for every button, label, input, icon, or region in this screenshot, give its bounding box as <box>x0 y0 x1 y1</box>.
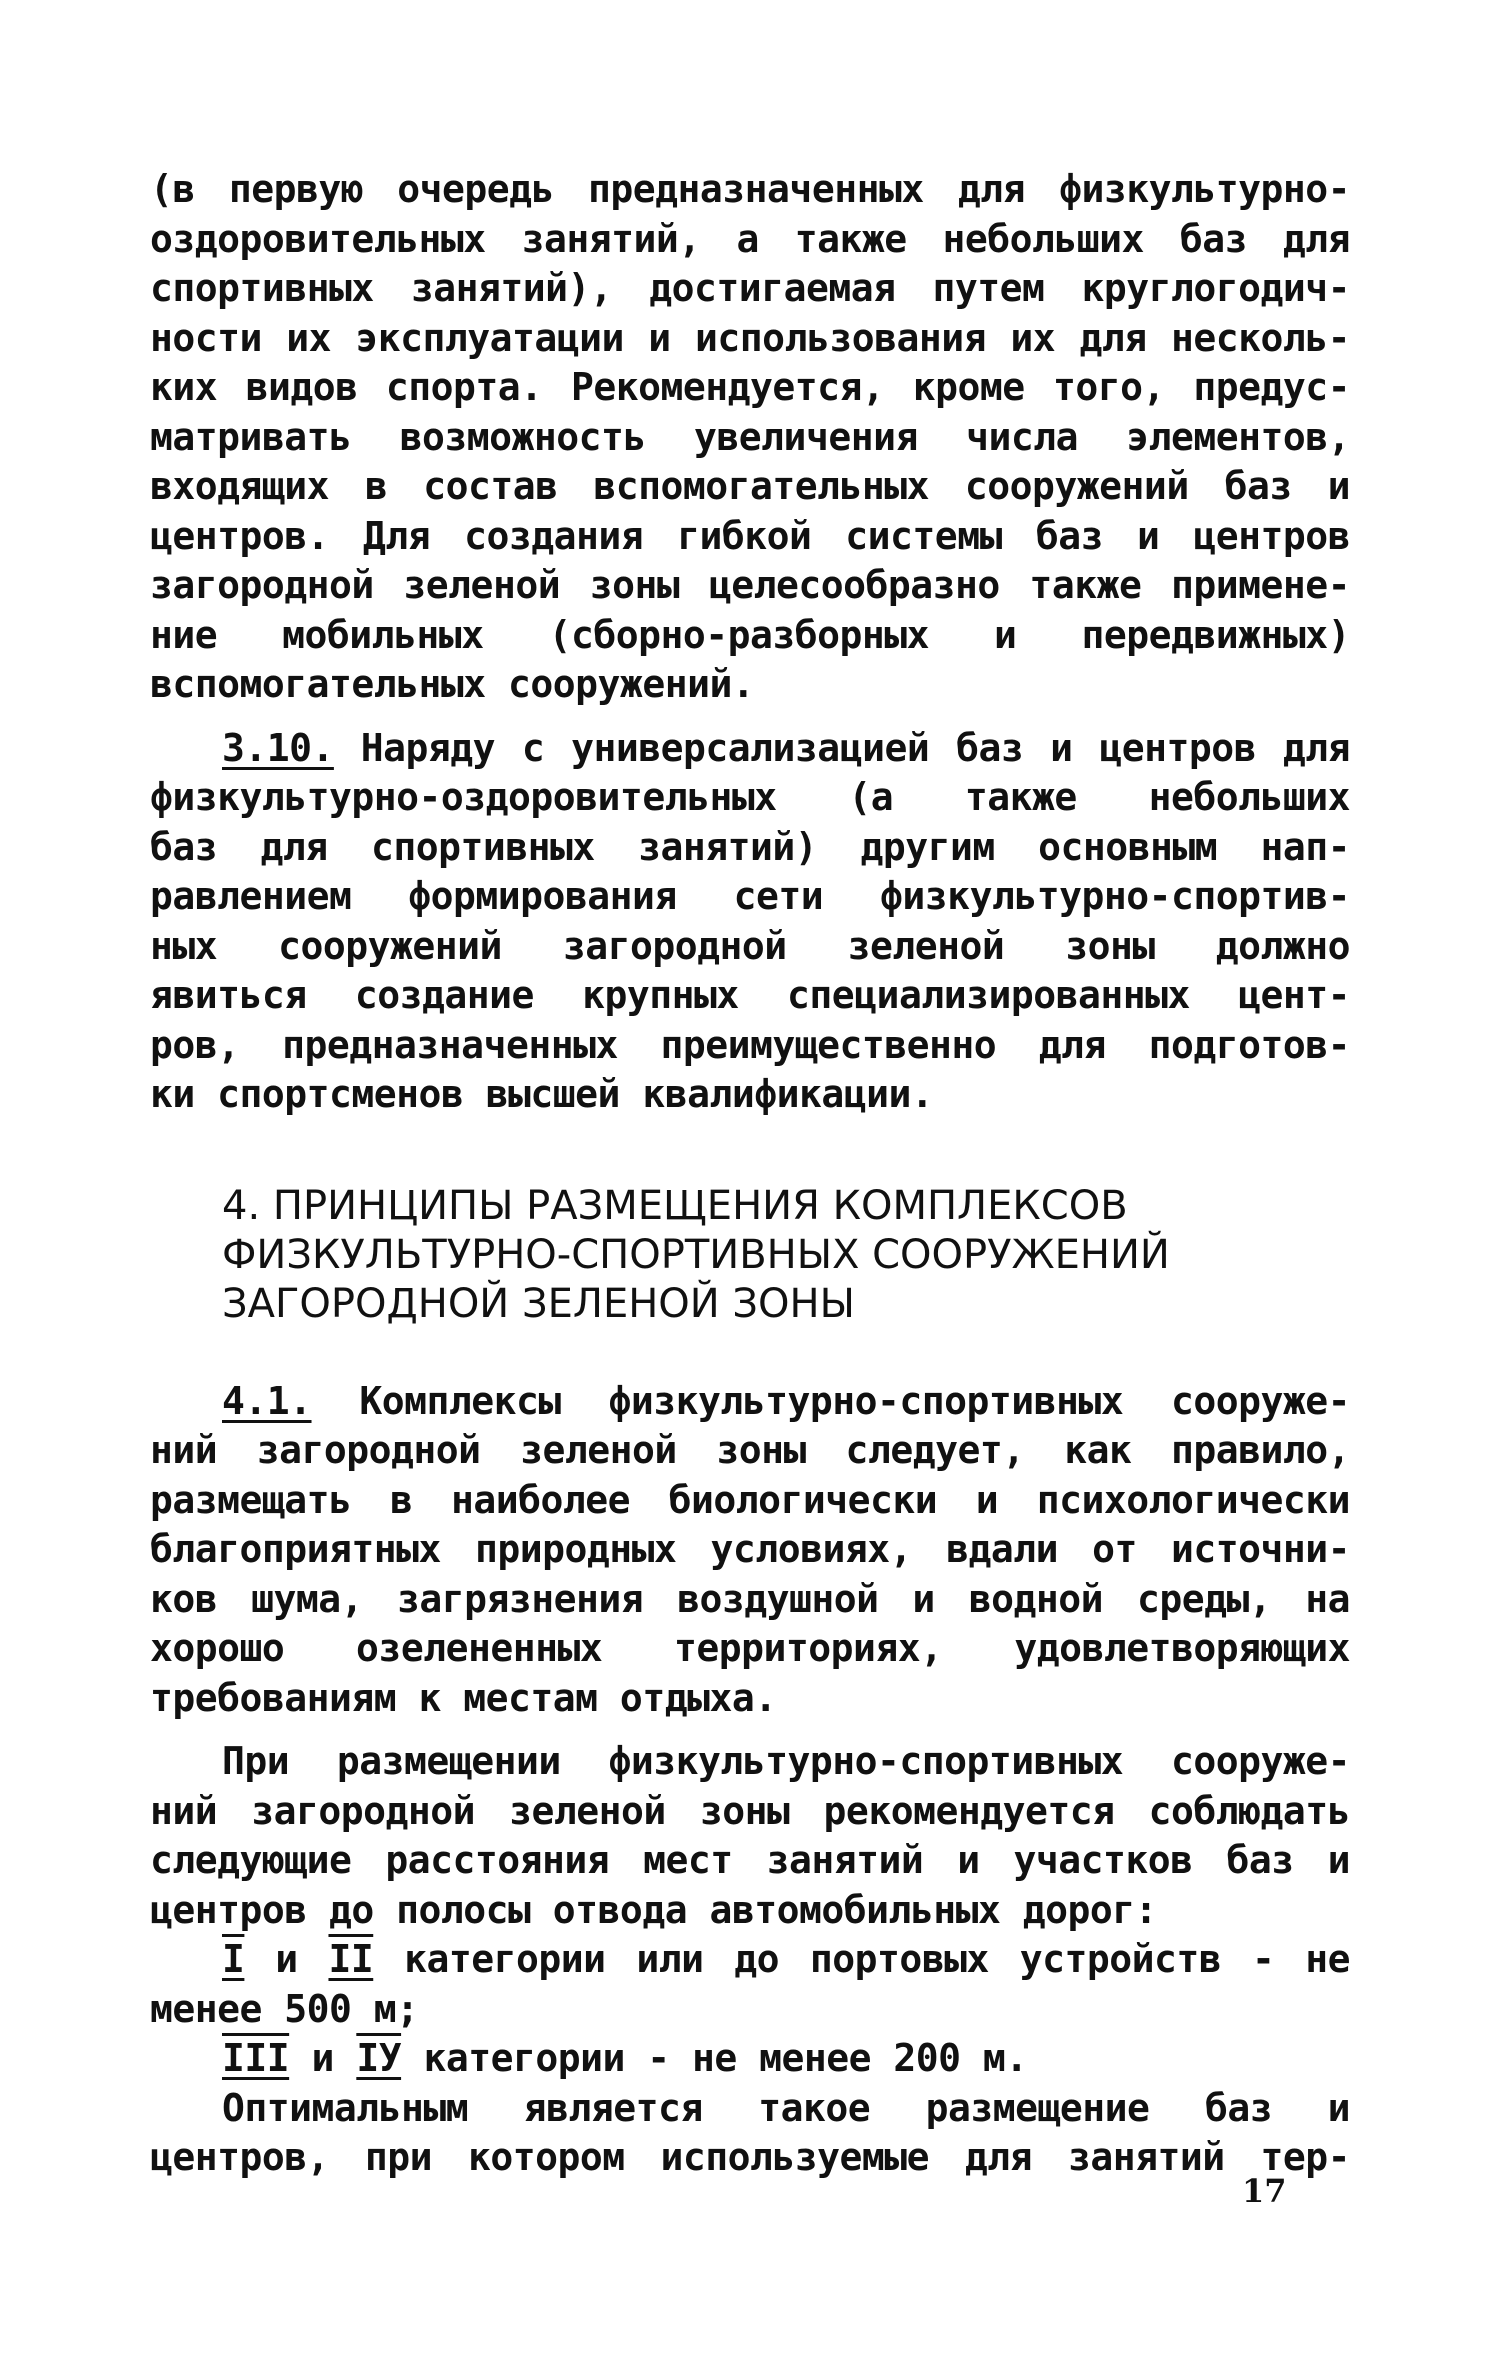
text-line: При размещении физкультурно-спортивных сооруже- <box>222 1739 1350 1783</box>
text-line: (в первую очередь предназначенных для физкультурно- <box>150 167 1350 211</box>
text-line: загородной зеленой зоны целесообразно также примене- <box>150 563 1350 607</box>
category-numeral: III <box>222 2036 290 2080</box>
paragraph-4-1 <box>150 1377 1350 1724</box>
text-line: менее 500 м; <box>150 1986 419 2031</box>
category-text: категории - не менее 200 м. <box>423 2036 1028 2080</box>
conjunction: и <box>275 1937 298 1981</box>
text-line: Оптимальным является такое размещение баз и <box>222 2085 1350 2130</box>
paragraph-continuation <box>150 165 1350 710</box>
heading-line: 4. ПРИНЦИПЫ РАЗМЕЩЕНИЯ КОМПЛЕКСОВ <box>222 1182 1128 1229</box>
text-line <box>150 2034 1350 2084</box>
text-line: равлением формирования сети физкультурно-спортив- <box>150 874 1350 918</box>
clause-number: 4.1. <box>222 1378 312 1423</box>
text-line <box>150 1377 1350 1427</box>
text-line: хорошо озелененных территориях, удовлетворяющих <box>150 1626 1350 1670</box>
text-line: физкультурно-оздоровительных (а также небольших <box>150 775 1350 819</box>
text-line: ний загородной зеленой зоны рекомендуется соблюдать <box>150 1788 1350 1833</box>
text-line: баз для спортивных занятий) другим основным нап- <box>150 824 1350 869</box>
page-body <box>150 165 1350 2183</box>
section-heading <box>150 1182 1350 1329</box>
text-line: размещать в наиболее биологически и психологически <box>150 1477 1350 1522</box>
clause-number: 3.10. <box>222 725 334 770</box>
text-line: ний загородной зеленой зоны следует, как правило, <box>150 1428 1350 1472</box>
text-line: благоприятных природных условиях, вдали от источни- <box>150 1527 1350 1571</box>
clause-text: Комплексы физкультурно-спортивных сооруже- <box>359 1378 1350 1423</box>
paragraph-category-3-4 <box>150 2034 1350 2084</box>
text-line <box>150 724 1350 774</box>
text-line: вспомогательных сооружений. <box>150 662 755 706</box>
paragraph-3-10 <box>150 724 1350 1120</box>
heading-line: ФИЗКУЛЬТУРНО-СПОРТИВНЫХ СООРУЖЕНИЙ <box>222 1231 1170 1278</box>
page-number: 17 <box>1242 2172 1287 2210</box>
heading-line: ЗАГОРОДНОЙ ЗЕЛЕНОЙ ЗОНЫ <box>222 1280 855 1327</box>
text-line: ки спортсменов высшей квалификации. <box>150 1072 934 1116</box>
category-numeral: II <box>328 1937 374 1981</box>
category-numeral: IУ <box>356 2036 402 2080</box>
category-numeral: I <box>222 1937 245 1981</box>
text-line: ности их эксплуатации и использования их для несколь- <box>150 315 1350 360</box>
category-text: категории или до портовых устройств - не <box>404 1937 1350 1981</box>
text-line: ров, предназначенных преимущественно для подготов- <box>150 1022 1350 1067</box>
paragraph-category-1-2 <box>150 1935 1350 2034</box>
text-line: центров до полосы отвода автомобильных дорог: <box>150 1887 1158 1932</box>
text-line: центров. Для создания гибкой системы баз и центров <box>150 513 1350 558</box>
paragraph-optimal <box>150 2084 1350 2183</box>
text-line: ние мобильных (сборно-разборных и передвижных) <box>150 612 1350 657</box>
text-line: следующие расстояния мест занятий и участков баз и <box>150 1838 1350 1882</box>
text-line: явиться создание крупных специализированных цент- <box>150 973 1350 1017</box>
text-line: матривать возможность увеличения числа элементов, <box>150 414 1350 459</box>
paragraph-distances <box>150 1737 1350 1935</box>
text-line: спортивных занятий), достигаемая путем круглогодич- <box>150 266 1350 310</box>
text-line: входящих в состав вспомогательных сооружений баз и <box>150 464 1350 508</box>
clause-text: Наряду с универсализацией баз и центров для <box>360 725 1350 770</box>
text-line: центров, при котором используемые для занятий тер- <box>150 2135 1350 2179</box>
text-line <box>150 1935 1350 1985</box>
text-line: ков шума, загрязнения воздушной и водной среды, на <box>150 1576 1350 1621</box>
text-line: требованиям к местам отдыха. <box>150 1675 777 1720</box>
text-line: оздоровительных занятий, а также небольших баз для <box>150 216 1350 261</box>
text-line: ких видов спорта. Рекомендуется, кроме того, предус- <box>150 365 1350 409</box>
text-line: ных сооружений загородной зеленой зоны должно <box>150 923 1350 968</box>
conjunction: и <box>311 2036 334 2080</box>
